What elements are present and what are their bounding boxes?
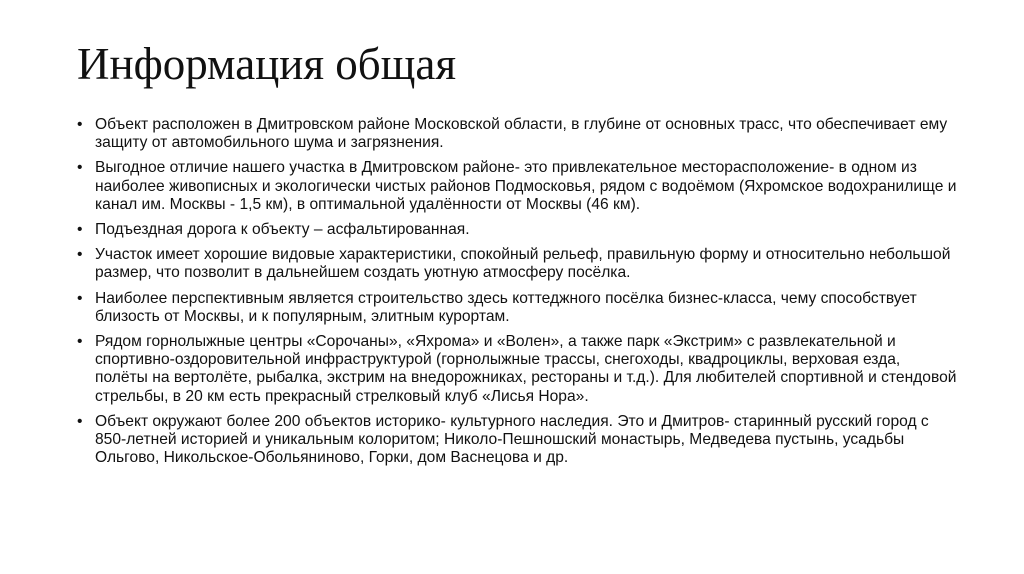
bullet-text: Объект окружают более 200 объектов историко- культурного наследия. Это и Дмитров- старинный русский город с 850-летней историей и уникальным колоритом; Николо-Пешношский монастырь, Медведева пустынь, усадьбы Ольгово, Никольское-Обольяниново, Горки, дом Васнецова и др. [95, 412, 929, 467]
bullet-text: Подъездная дорога к объекту – асфальтированная. [95, 221, 470, 239]
bullet-item [77, 413, 957, 468]
slide-title: Информация общая [77, 39, 457, 89]
bullet-text: Участок имеет хорошие видовые характеристики, спокойный рельеф, правильную форму и относительно небольшой размер, что позволит в дальнейшем создать уютную атмосферу посёлка. [95, 246, 951, 282]
bullet-icon: • [77, 246, 83, 264]
bullet-text: Объект расположен в Дмитровском районе Московской области, в глубине от основных трасс, что обеспечивает ему защиту от автомобильного шума и загрязнения. [95, 116, 948, 152]
bullet-icon: • [77, 159, 83, 177]
bullet-text: Рядом горнолыжные центры «Сорочаны», «Яхрома» и «Волен», а также парк «Экстрим» с развлекательной и спортивно-оздоровительной инфраструктурой (горнолыжные трассы, снегоходы, квадроциклы, верховая езда, полёты на вертолёте, рыбалка, экстрим на внедорожниках, рестораны и т.д.). Для любителей спортивной и стендовой стрельбы, в 20 км есть прекрасный стрелковый клуб «Лисья Нора». [95, 333, 957, 405]
bullet-icon: • [77, 221, 83, 239]
bullet-item [77, 333, 957, 406]
bullet-list [77, 116, 957, 474]
bullet-item [77, 246, 957, 282]
bullet-text: Выгодное отличие нашего участка в Дмитровском районе- это привлекательное месторасположение- в одном из наиболее живописных и экологически чистых районов Подмосковья, рядом с водоёмом (Яхромское водохранилище и канал им. Москвы - 1,5 км), в оптимальной удалённости от Москвы (46 км). [95, 159, 957, 213]
bullet-text: Наиболее перспективным является строительство здесь коттеджного посёлка бизнес-класса, чему способствует близость от Москвы, и к популярным, элитным курортам. [95, 289, 917, 325]
bullet-icon: • [77, 116, 83, 133]
bullet-icon: • [77, 412, 83, 430]
bullet-item [77, 159, 957, 214]
bullet-icon: • [77, 289, 83, 307]
bullet-item [77, 221, 957, 239]
bullet-icon: • [77, 333, 83, 351]
bullet-item [77, 290, 957, 326]
bullet-item [77, 116, 957, 152]
